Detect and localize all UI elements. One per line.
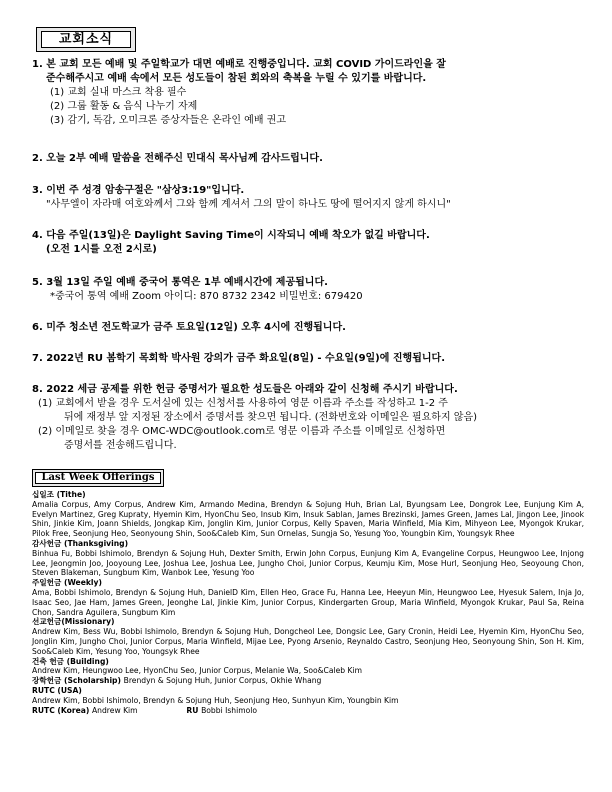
notice-1-sub-3: (3) 감기, 독감, 오미크론 증상자들은 온라인 예배 권고 <box>50 115 286 126</box>
notice-8-sub-1: (1) 교회에서 받을 경우 도서실에 있는 신청서를 사용하여 영문 이름과 주소를 작성하고 1-2 주 <box>38 398 448 409</box>
page-title: 교회소식 <box>41 31 131 48</box>
offering-names-rutc-korea: Andrew Kim <box>91 705 138 715</box>
notice-3-line-1: 3. 이번 주 성경 암송구절은 "삼상3:19"입니다. <box>32 185 245 196</box>
title-box <box>36 27 136 52</box>
offering-rutc-korea-ru <box>32 706 584 716</box>
notice-4-line-1: 4. 다음 주일(13일)은 Daylight Saving Time이 시작되니 예배 착오가 없길 바랍니다. <box>32 230 430 241</box>
notice-2-line-1: 2. 오늘 2부 예배 말씀을 전해주신 민대식 목사님께 감사드립니다. <box>32 153 323 164</box>
notice-8-sub-2: 뒤에 재정부 앞 지정된 장소에서 증명서를 찾으면 됩니다. (전화번호와 이메일은 필요하지 않음) <box>64 412 478 423</box>
offering-category: 감사헌금 (Thanksgiving) <box>32 538 129 548</box>
offering-category: 장학헌금 (Scholarship) <box>32 676 124 686</box>
offering-thanksgiving <box>32 539 584 578</box>
offering-names: Andrew Kim, Bobbi Ishimolo, Brendyn & Sojung Huh, Seonjung Heo, Sunhyun Kim, Youngbin Kim <box>32 695 399 705</box>
offering-names: Ama, Bobbi Ishimolo, Brendyn & Sojung Huh, DanielD Kim, Ellen Heo, Grace Fu, Hanna Lee, Heeyun Min, Heungwoo Lee, Hyesuk Salem, Inja Jo, Isaac Seo, Jae Ham, James Green, Jeonghe Lal, Jinkie Kim, Junior Corpus, Kindergarten Group, Maria Winfield, Myongok Krukar, Paul Sa, Reina Chon, Sandra Aguilera, Sungbum Kim <box>32 587 584 617</box>
offerings-list <box>32 490 584 715</box>
notice-4-line-2: (오전 1시를 오전 2시로) <box>46 244 157 255</box>
notice-4 <box>32 229 592 257</box>
offering-category: 건축 헌금 (Building) <box>32 656 109 666</box>
notice-3 <box>32 184 592 212</box>
offering-category: 십일조 (Tithe) <box>32 490 86 499</box>
offerings-title: Last Week Offerings <box>35 472 161 484</box>
offering-scholarship <box>32 676 584 686</box>
notice-1-line-1: 1. 본 교회 모든 예배 및 주일학교가 대면 예배로 진행중입니다. 교회 COVID 가이드라인을 잘 <box>32 59 446 70</box>
notice-1-line-2: 준수해주시고 예배 속에서 모든 성도들이 참된 회와의 축복을 누릴 수 있기를 바랍니다. <box>46 73 427 84</box>
notice-2 <box>32 152 592 166</box>
offering-building <box>32 657 584 677</box>
offering-category: RUTC (USA) <box>32 685 82 695</box>
notice-6 <box>32 321 592 335</box>
notice-5-line-1: 5. 3월 13일 주일 예배 중국어 통역은 1부 예배시간에 제공됩니다. <box>32 277 328 288</box>
notice-5-zoom: *중국어 통역 예배 Zoom 아이디: 870 8732 2342 비밀번호: 679420 <box>50 291 363 302</box>
notice-1 <box>32 58 592 128</box>
offering-category: 주일헌금 (Weekly) <box>32 578 102 588</box>
offering-category: 선교헌금(Missionary) <box>32 617 115 627</box>
notice-7 <box>32 352 592 366</box>
offerings-title-box <box>32 469 164 487</box>
offering-names: Andrew Kim, Heungwoo Lee, HyonChu Seo, Junior Corpus, Melanie Wa, Soo&Caleb Kim <box>32 666 363 676</box>
offering-names: Brendyn & Sojung Huh, Junior Corpus, Okhie Whang <box>123 676 322 686</box>
offering-rutc-usa <box>32 686 584 706</box>
notice-6-line-1: 6. 미주 청소년 전도학교가 금주 토요일(12일) 오후 4시에 진행됩니다. <box>32 322 346 333</box>
offering-category-rutc-korea: RUTC (Korea) <box>32 705 92 715</box>
notice-5 <box>32 276 592 304</box>
notice-8-sub-4: 증명서를 전송해드립니다. <box>64 440 177 451</box>
notice-8-sub-3: (2) 이메일로 찾을 경우 OMC-WDC@outlook.com로 영문 이름과 주소를 이메일로 신청하면 <box>38 426 446 437</box>
offering-names: Andrew Kim, Bess Wu, Bobbi Ishimolo, Brendyn & Sojung Huh, Dongcheol Lee, Dongsic Lee, Gary Cronin, Heidi Lee, Hyemin Kim, HyonChu Seo, Jonglin Kim, Jungho Choi, Junior Corpus, Maria Winfield, Mijae Lee, Pyong Arsenio, Reynaldo Castro, Seonjung Heo, Seonyoung Shin, Son H. Kim, Soo&Caleb Kim, Yesung Yoo, Youngsyk Rhee <box>32 627 584 656</box>
notice-3-verse: "사무엘이 자라매 여호와께서 그와 함께 계셔서 그의 말이 하나도 땅에 떨어지지 않게 하시니" <box>46 199 451 210</box>
notice-1-sub-1: (1) 교회 실내 마스크 착용 필수 <box>50 87 187 98</box>
offering-names: Amalia Corpus, Amy Corpus, Andrew Kim, Armando Medina, Brendyn & Sojung Huh, Brian Lal, Byungsam Lee, Dongrok Lee, Eunjung Kim A, Evelyn Martinez, Greg Kupraty, Hyemin Kim, HyonChu Seo, Insub Kim, Insuk Sablan, James Brezinski, James Green, James Lal, Jingon Lee, Jinook Shin, Jinkie Kim, Joann Shields, Jongkap Kim, Jonglin Kim, Junior Corpus, Kelly Spaven, Maria Winfield, Mia Kim, Mihyeon Lee, Myongok Krukar, Pilok Free, Seonjung Heo, Seonyoung Shin, Soo&Caleb Kim, Sun Ornelas, Sungja So, Yesung Yoo, Youngbin Kim, Youngsyk Rhee <box>32 499 584 539</box>
offering-missionary <box>32 617 584 656</box>
notice-7-line-1: 7. 2022년 RU 봄학기 목회학 박사원 강의가 금주 화요일(8일) - 수요일(9일)에 진행됩니다. <box>32 353 445 364</box>
offering-names: Binhua Fu, Bobbi Ishimolo, Brendyn & Sojung Huh, Dexter Smith, Erwin John Corpus, Eunjung Kim A, Evangeline Corpus, Heungwoo Lee, Injong Lee, Jeongmin Joo, Jooyoung Lee, Joshua Lee, Joshua Lee, Jungho Choi, Junior Corpus, Keumju Kim, Mose Hurl, Seonjung Heo, Seoyoung Chon, Steven Blakeman, Sungbum Kim, Wanbok Lee, Yesung Yoo <box>32 548 584 578</box>
notice-8-line-1: 8. 2022 세금 공제를 위한 헌금 증명서가 필요한 성도들은 아래와 같이 신청해 주시기 바랍니다. <box>32 384 458 395</box>
notice-8 <box>32 383 592 453</box>
offering-names-ru: Bobbi Ishimolo <box>201 705 258 715</box>
notice-1-sub-2: (2) 그룹 활동 & 음식 나누기 자제 <box>50 101 198 112</box>
offering-category-ru: RU <box>186 705 202 715</box>
offering-tithe <box>32 490 584 539</box>
offering-weekly <box>32 578 584 617</box>
